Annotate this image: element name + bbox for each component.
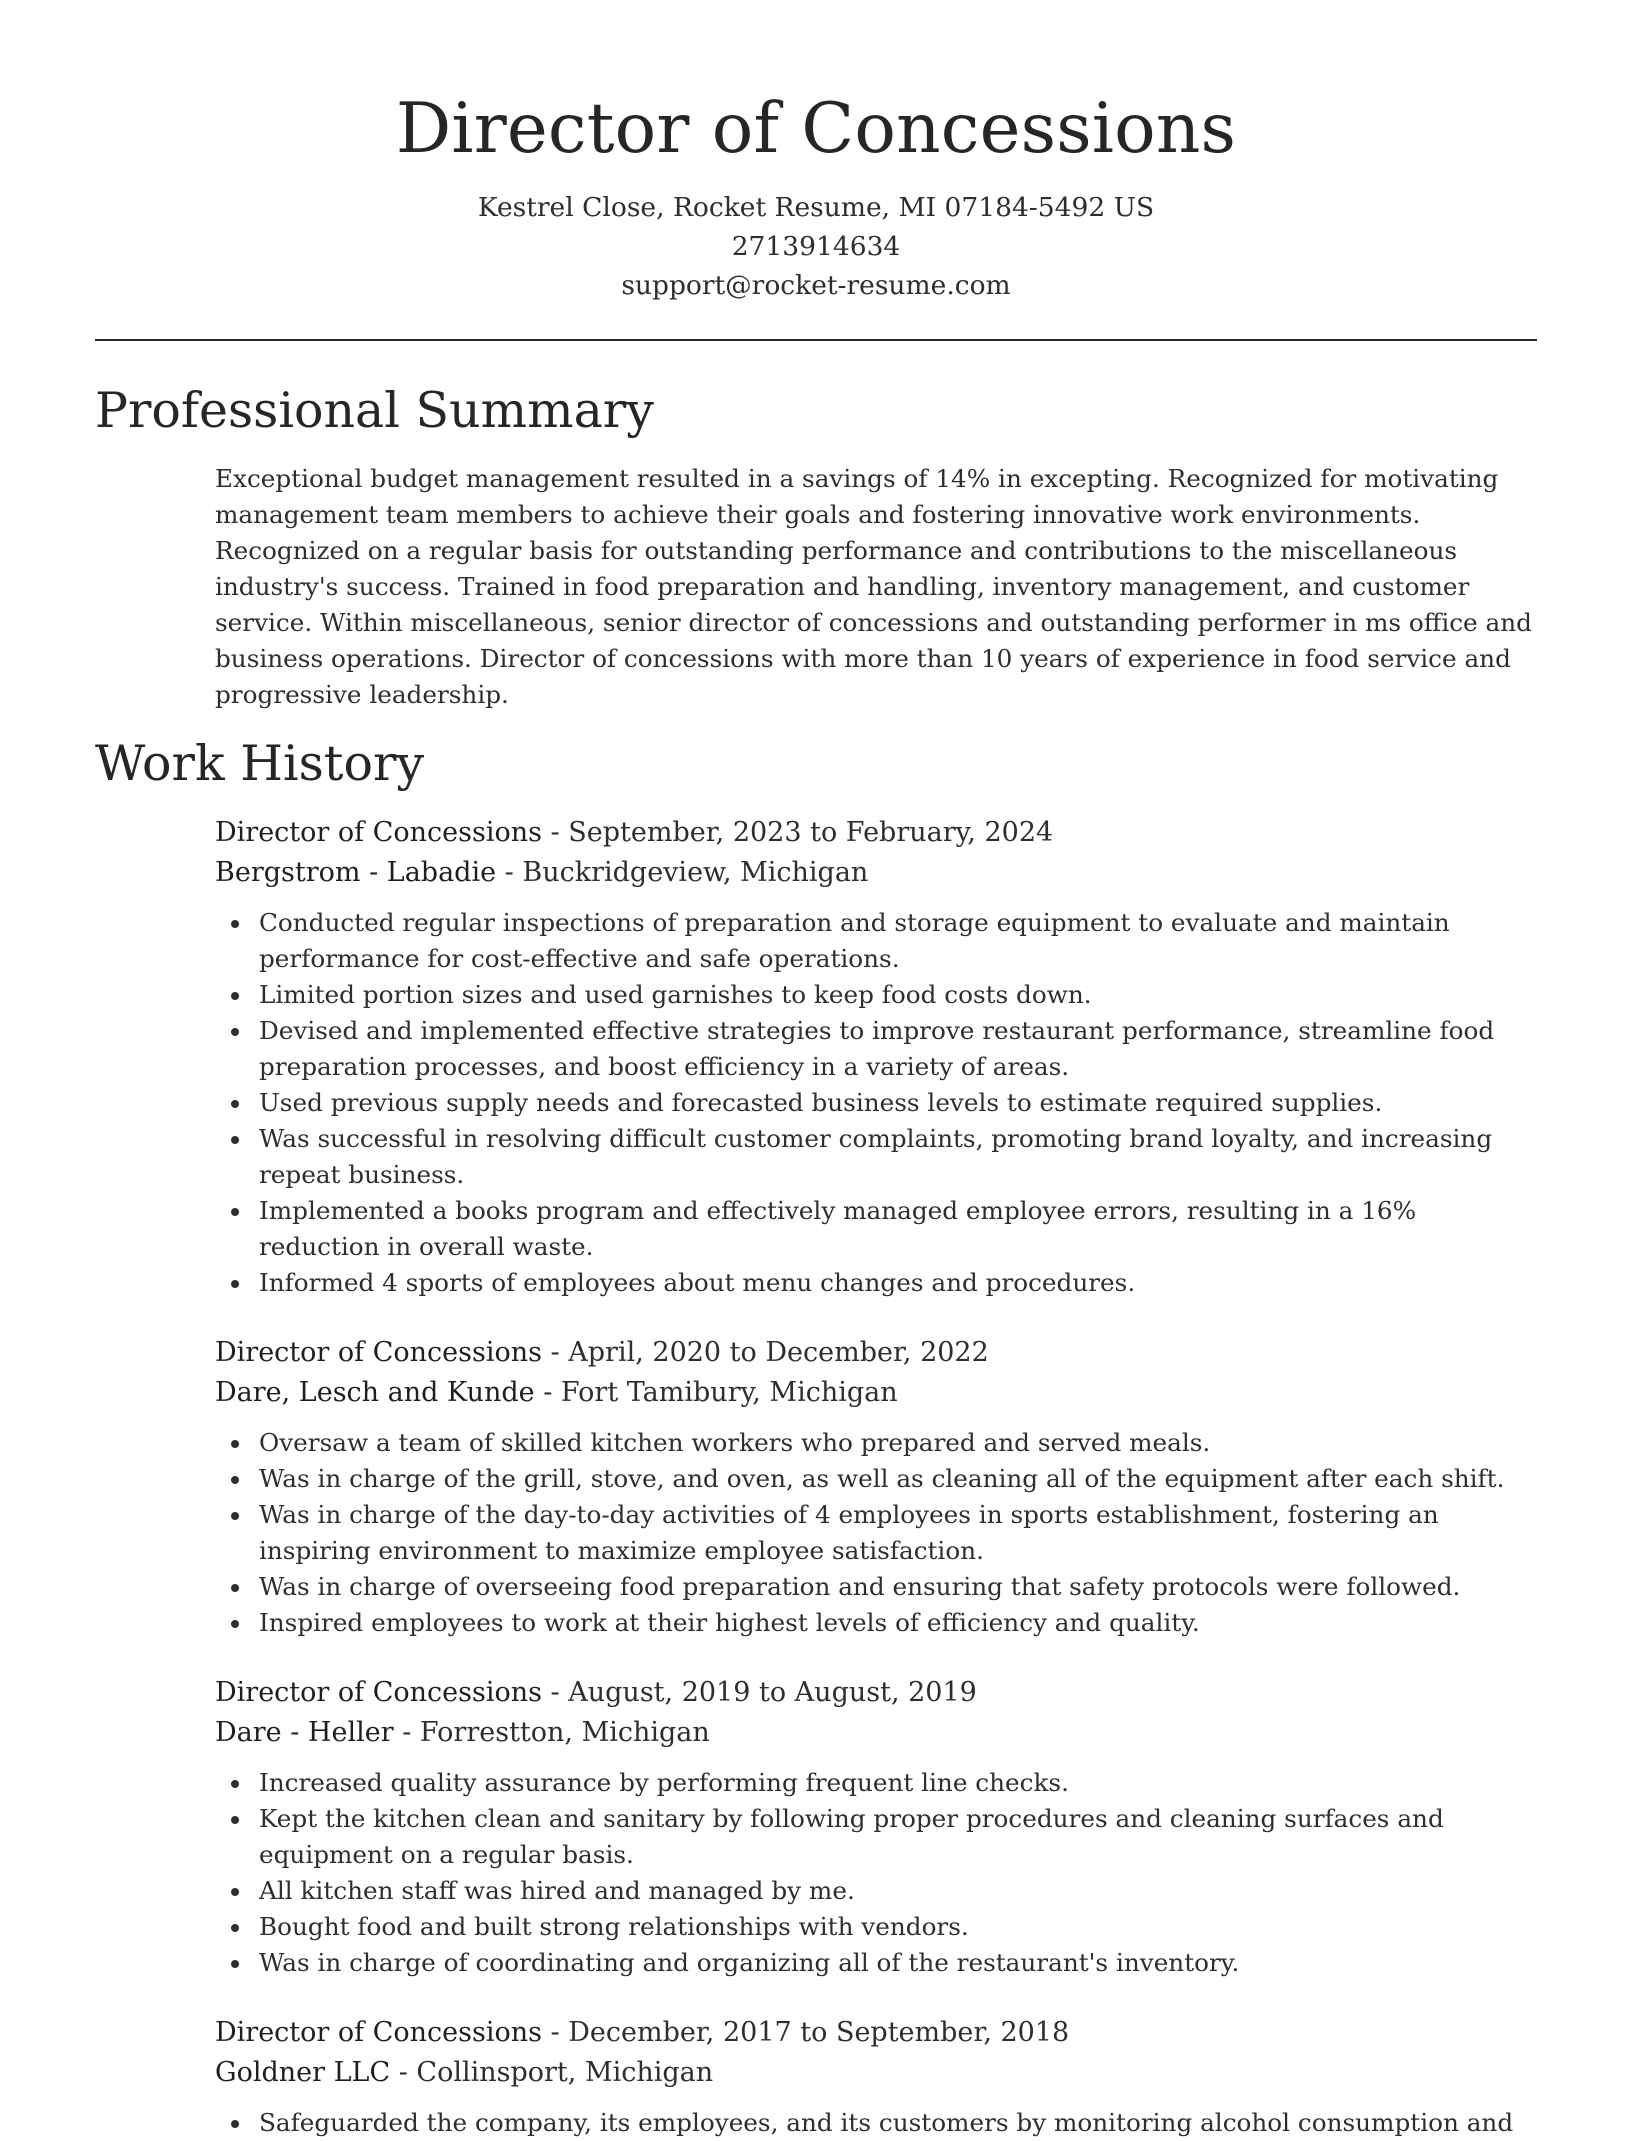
summary-section bbox=[215, 461, 1537, 713]
job-bullet-item: Bought food and built strong relationships with vendors. bbox=[215, 1909, 1537, 1945]
job-employer-line bbox=[215, 853, 1537, 893]
job-title: Director of Concessions bbox=[215, 817, 542, 848]
job-title-line bbox=[215, 813, 1537, 853]
job-bullet-list bbox=[215, 2105, 1537, 2141]
job-separator: - bbox=[390, 2057, 417, 2088]
job-location: Buckridgeview, Michigan bbox=[522, 857, 869, 888]
job-bullet-list bbox=[215, 1425, 1537, 1641]
job-location: Forrestton, Michigan bbox=[419, 1717, 710, 1748]
job-separator: - bbox=[534, 1377, 561, 1408]
job-bullet-item: All kitchen staff was hired and managed by me. bbox=[215, 1873, 1537, 1909]
contact-phone: 2713914634 bbox=[731, 231, 901, 262]
job-employer: Dare, Lesch and Kunde bbox=[215, 1377, 535, 1408]
job-separator: - bbox=[541, 1677, 569, 1708]
contact-block bbox=[95, 188, 1537, 305]
header-divider bbox=[95, 339, 1537, 341]
job-employer-line bbox=[215, 1373, 1537, 1413]
job-separator: - bbox=[496, 857, 523, 888]
job-dates: September, 2023 to February, 2024 bbox=[568, 817, 1054, 848]
contact-email: support@rocket-resume.com bbox=[621, 270, 1011, 301]
job-dates: December, 2017 to September, 2018 bbox=[568, 2017, 1070, 2048]
job-title: Director of Concessions bbox=[215, 1337, 542, 1368]
job-bullet-item: Used previous supply needs and forecasted business levels to estimate required supplies. bbox=[215, 1085, 1537, 1121]
job-bullet-list bbox=[215, 905, 1537, 1301]
resume-title: Director of Concessions bbox=[395, 89, 1237, 169]
job-bullet-list bbox=[215, 1765, 1537, 1981]
job-employer: Bergstrom - Labadie bbox=[215, 857, 497, 888]
job-bullet-item: Limited portion sizes and used garnishes to keep food costs down. bbox=[215, 977, 1537, 1013]
job-bullet-item: Was successful in resolving difficult customer complaints, promoting brand loyalty, and increasing repeat business. bbox=[215, 1121, 1537, 1193]
job-bullet-item: Was in charge of coordinating and organizing all of the restaurant's inventory. bbox=[215, 1945, 1537, 1981]
job-entry bbox=[215, 1333, 1537, 1641]
job-title-line bbox=[215, 1673, 1537, 1713]
work-history-heading: Work History bbox=[95, 735, 425, 792]
job-separator: - bbox=[541, 2017, 569, 2048]
job-separator: - bbox=[541, 1337, 569, 1368]
job-employer: Dare - Heller bbox=[215, 1717, 394, 1748]
job-location: Collinsport, Michigan bbox=[416, 2057, 714, 2088]
job-bullet-item: Implemented a books program and effectively managed employee errors, resulting in a 16% reduction in overall waste. bbox=[215, 1193, 1537, 1265]
job-entry bbox=[215, 2013, 1537, 2141]
job-dates: August, 2019 to August, 2019 bbox=[568, 1677, 977, 1708]
resume-page bbox=[95, 0, 1537, 2141]
job-title-line bbox=[215, 1333, 1537, 1373]
contact-address: Kestrel Close, Rocket Resume, MI 07184-5492 US bbox=[477, 192, 1155, 223]
summary-text: Exceptional budget management resulted in a savings of 14% in excepting. Recognized for motivating management team members to achieve their goals and fostering innovative work environments. Recognized on a regular basis for outstanding performance and contributions to the miscellaneous industry's success. Trained in food preparation and handling, inventory management, and customer service. Within miscellaneous, senior director of concessions and outstanding performer in ms office and business operations. Director of concessions with more than 10 years of experience in food service and progressive leadership. bbox=[215, 464, 1532, 709]
job-title-line bbox=[215, 2013, 1537, 2053]
job-bullet-item: Increased quality assurance by performing frequent line checks. bbox=[215, 1765, 1537, 1801]
job-employer-line bbox=[215, 2053, 1537, 2093]
job-location: Fort Tamibury, Michigan bbox=[560, 1377, 898, 1408]
summary-heading: Professional Summary bbox=[95, 382, 654, 439]
job-title: Director of Concessions bbox=[215, 1677, 542, 1708]
job-bullet-item: Safeguarded the company, its employees, and its customers by monitoring alcohol consumption and bbox=[215, 2105, 1537, 2141]
job-dates: April, 2020 to December, 2022 bbox=[568, 1337, 989, 1368]
job-title: Director of Concessions bbox=[215, 2017, 542, 2048]
job-bullet-item: Was in charge of overseeing food preparation and ensuring that safety protocols were followed. bbox=[215, 1569, 1537, 1605]
job-employer: Goldner LLC bbox=[215, 2057, 391, 2088]
job-entry bbox=[215, 1673, 1537, 1981]
job-separator: - bbox=[393, 1717, 420, 1748]
job-bullet-item: Kept the kitchen clean and sanitary by following proper procedures and cleaning surfaces and equipment on a regular basis. bbox=[215, 1801, 1537, 1873]
job-bullet-item: Conducted regular inspections of preparation and storage equipment to evaluate and maintain performance for cost-effective and safe operations. bbox=[215, 905, 1537, 977]
job-entry bbox=[215, 813, 1537, 1301]
work-history-section bbox=[215, 813, 1537, 2141]
job-bullet-item: Oversaw a team of skilled kitchen workers who prepared and served meals. bbox=[215, 1425, 1537, 1461]
job-bullet-item: Was in charge of the day-to-day activities of 4 employees in sports establishment, fostering an inspiring environment to maximize employee satisfaction. bbox=[215, 1497, 1537, 1569]
job-employer-line bbox=[215, 1713, 1537, 1753]
job-bullet-item: Devised and implemented effective strategies to improve restaurant performance, streamline food preparation processes, and boost efficiency in a variety of areas. bbox=[215, 1013, 1537, 1085]
job-bullet-item: Inspired employees to work at their highest levels of efficiency and quality. bbox=[215, 1605, 1537, 1641]
job-bullet-item: Was in charge of the grill, stove, and oven, as well as cleaning all of the equipment after each shift. bbox=[215, 1461, 1537, 1497]
job-separator: - bbox=[541, 817, 569, 848]
job-bullet-item: Informed 4 sports of employees about menu changes and procedures. bbox=[215, 1265, 1537, 1301]
